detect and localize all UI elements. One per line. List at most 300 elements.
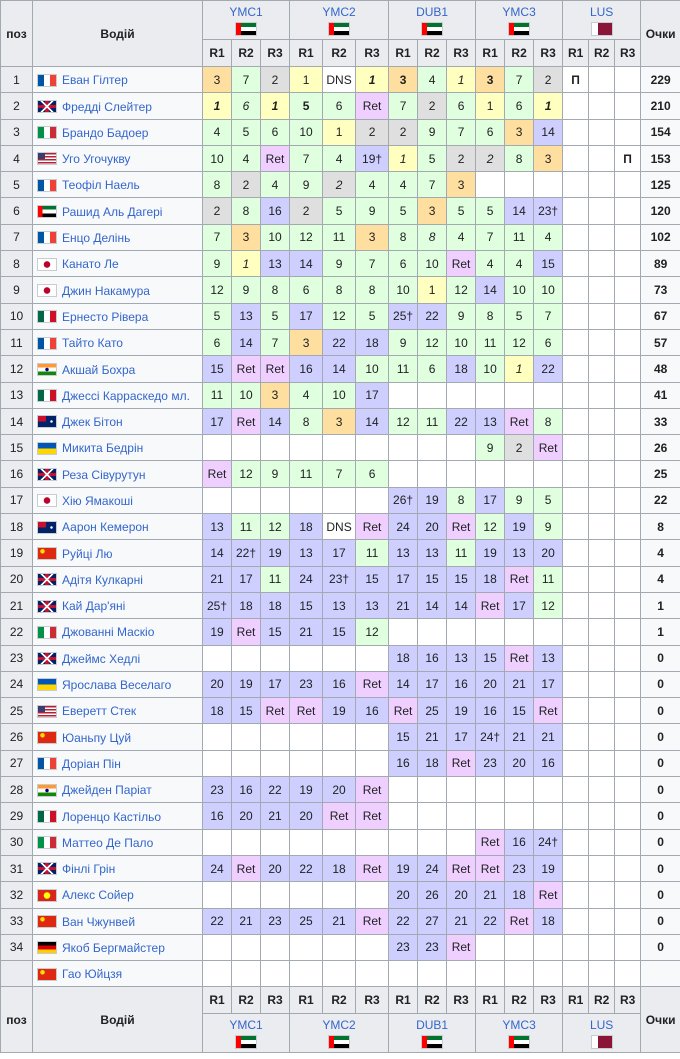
result-cell: [389, 777, 418, 803]
round-link[interactable]: DUB1: [416, 4, 449, 19]
nationality-flag-icon: [37, 415, 57, 428]
table-row: [1, 224, 680, 250]
result-cell: [563, 566, 589, 592]
result-cell: 15: [356, 566, 389, 592]
result-cell: [447, 777, 476, 803]
result-cell: 23: [203, 777, 232, 803]
round-link[interactable]: YMC1: [229, 4, 263, 19]
result-cell: 12: [505, 329, 534, 355]
result-cell: 9: [476, 435, 505, 461]
result-cell: 24: [290, 566, 323, 592]
result-cell: 27: [418, 908, 447, 934]
race-header: R2: [232, 987, 261, 1014]
points-cell: 1: [641, 619, 680, 645]
driver-cell: [33, 698, 203, 724]
result-cell: [261, 435, 290, 461]
result-cell: Ret: [389, 698, 418, 724]
round-link[interactable]: YMC2: [322, 1017, 356, 1032]
nationality-flag-icon: [37, 310, 57, 323]
round-footer[interactable]: [203, 1014, 290, 1053]
result-cell: 8: [323, 277, 356, 303]
result-cell: 25†: [203, 592, 232, 618]
result-cell: 1: [356, 67, 389, 93]
result-cell: [476, 961, 505, 987]
driver-name-link[interactable]: Гао Юйцзя: [62, 967, 123, 982]
position-cell: 25: [1, 698, 33, 724]
result-cell: [563, 329, 589, 355]
driver-name-link[interactable]: Маттео Де Пало: [62, 835, 154, 850]
result-cell: 5: [232, 119, 261, 145]
result-cell: 5: [389, 198, 418, 224]
round-header[interactable]: [203, 1, 290, 40]
result-cell: 8: [534, 408, 563, 434]
result-cell: [323, 487, 356, 513]
result-cell: 11: [389, 356, 418, 382]
result-cell: 18: [389, 645, 418, 671]
result-cell: [615, 961, 641, 987]
driver-name-link[interactable]: Джованні Маскіо: [62, 625, 155, 640]
result-cell: 3: [476, 67, 505, 93]
result-cell: 19: [534, 855, 563, 881]
result-cell: [563, 961, 589, 987]
result-cell: 8: [389, 224, 418, 250]
result-cell: [290, 934, 323, 960]
driver-name-link[interactable]: Джейден Паріат: [62, 783, 152, 798]
result-cell: [589, 829, 615, 855]
result-cell: 16: [203, 803, 232, 829]
points-cell: 0: [641, 777, 680, 803]
table-row: [1, 461, 680, 487]
result-cell: [323, 882, 356, 908]
result-cell: 10: [290, 119, 323, 145]
result-cell: 11: [290, 461, 323, 487]
driver-cell: [33, 382, 203, 408]
result-cell: [232, 724, 261, 750]
result-cell: Ret: [534, 698, 563, 724]
table-row: [1, 172, 680, 198]
result-cell: 17: [323, 540, 356, 566]
nationality-flag-icon: [37, 442, 57, 455]
result-cell: [418, 777, 447, 803]
result-cell: [589, 172, 615, 198]
nationality-flag-icon: [37, 100, 57, 113]
result-cell: [615, 172, 641, 198]
result-cell: [476, 803, 505, 829]
points-cell: 0: [641, 645, 680, 671]
round-header[interactable]: [389, 1, 476, 40]
driver-name-link[interactable]: Джеймс Хедлі: [62, 651, 141, 666]
result-cell: [563, 777, 589, 803]
result-cell: 2: [447, 145, 476, 171]
result-cell: [615, 382, 641, 408]
result-cell: [563, 698, 589, 724]
driver-cell: [33, 671, 203, 697]
result-cell: [563, 908, 589, 934]
result-cell: 2: [232, 172, 261, 198]
driver-cell: [33, 882, 203, 908]
result-cell: 8: [356, 277, 389, 303]
driver-name-link[interactable]: Аарон Кемерон: [62, 520, 149, 535]
result-cell: 6: [203, 329, 232, 355]
result-cell: [261, 829, 290, 855]
driver-name-link[interactable]: Кай Дар'яні: [62, 599, 126, 613]
result-cell: 13: [447, 645, 476, 671]
nationality-flag-icon: [37, 547, 57, 560]
driver-name-link[interactable]: Ярослава Веселаго: [62, 677, 172, 692]
result-cell: 14: [232, 329, 261, 355]
uae-flag-icon: [235, 1035, 257, 1049]
nationality-flag-icon: [37, 941, 57, 954]
result-cell: [323, 750, 356, 776]
position-cell: 19: [1, 540, 33, 566]
round-link[interactable]: DUB1: [416, 1017, 449, 1032]
driver-name-link[interactable]: Микита Бедрін: [62, 441, 144, 456]
result-cell: 16: [476, 698, 505, 724]
result-cell: [323, 724, 356, 750]
result-cell: [505, 961, 534, 987]
driver-cell: [33, 356, 203, 382]
result-cell: 22: [323, 329, 356, 355]
result-cell: [534, 172, 563, 198]
result-cell: [615, 67, 641, 93]
result-cell: [534, 777, 563, 803]
result-cell: [563, 882, 589, 908]
round-link[interactable]: YMC1: [229, 1017, 263, 1032]
points-cell: 48: [641, 356, 680, 382]
table-row: [1, 382, 680, 408]
result-cell: [232, 645, 261, 671]
race-header: R2: [505, 40, 534, 67]
nationality-flag-icon: [37, 836, 57, 849]
result-cell: 11: [323, 224, 356, 250]
driver-name-link[interactable]: Уго Угочукву: [62, 151, 131, 166]
table-row: [1, 855, 680, 881]
result-cell: 4: [232, 145, 261, 171]
result-cell: [232, 961, 261, 987]
result-cell: 18: [447, 356, 476, 382]
points-cell: 154: [641, 119, 680, 145]
result-cell: 2: [476, 145, 505, 171]
driver-name-link[interactable]: Лоренцо Кастільо: [62, 809, 162, 824]
result-cell: [563, 671, 589, 697]
result-cell: 19: [203, 619, 232, 645]
result-cell: [563, 934, 589, 960]
result-cell: DNS: [323, 514, 356, 540]
result-cell: [418, 803, 447, 829]
result-cell: 21: [418, 724, 447, 750]
result-cell: 8: [418, 224, 447, 250]
result-cell: 25: [290, 908, 323, 934]
result-cell: 13: [356, 592, 389, 618]
driver-name-link[interactable]: Якоб Бергмайстер: [62, 940, 165, 955]
driver-name-link[interactable]: Юаньпу Цуй: [62, 730, 132, 745]
race-header: R3: [534, 987, 563, 1014]
points-cell: 1: [641, 592, 680, 618]
result-cell: 17: [505, 592, 534, 618]
result-cell: 1: [203, 93, 232, 119]
result-cell: [615, 592, 641, 618]
driver-name-link[interactable]: Фредді Слейтер: [62, 99, 152, 114]
driver-name-link[interactable]: Ван Чжунвей: [62, 914, 136, 929]
result-cell: 10: [447, 329, 476, 355]
points-cell: 73: [641, 277, 680, 303]
result-cell: 1: [534, 93, 563, 119]
result-cell: [563, 540, 589, 566]
result-cell: Ret: [534, 882, 563, 908]
result-cell: Ret: [356, 908, 389, 934]
driver-cell: [33, 619, 203, 645]
result-cell: 21: [447, 908, 476, 934]
result-cell: Ret: [203, 461, 232, 487]
result-cell: 9: [534, 514, 563, 540]
round-link[interactable]: YMC3: [502, 1017, 536, 1032]
round-footer[interactable]: [563, 1014, 641, 1053]
round-header[interactable]: [563, 1, 641, 40]
table-row: [1, 908, 680, 934]
round-header[interactable]: [476, 1, 563, 40]
result-cell: [589, 803, 615, 829]
result-cell: 21: [505, 724, 534, 750]
result-cell: 12: [418, 329, 447, 355]
result-cell: 15: [290, 592, 323, 618]
race-header: R1: [389, 987, 418, 1014]
result-cell: 12: [476, 514, 505, 540]
driver-name-link[interactable]: Адітя Кулкарні: [62, 572, 143, 587]
result-cell: [290, 487, 323, 513]
result-cell: 17: [389, 566, 418, 592]
driver-name-link[interactable]: Фінлі Грін: [62, 861, 116, 876]
driver-name-link[interactable]: Джек Бітон: [62, 414, 123, 429]
result-cell: [323, 934, 356, 960]
driver-name-link[interactable]: Алекс Сойер: [62, 888, 134, 903]
result-cell: 3: [323, 408, 356, 434]
result-cell: [589, 514, 615, 540]
result-cell: [563, 251, 589, 277]
result-cell: 3: [534, 145, 563, 171]
result-cell: 5: [203, 303, 232, 329]
result-cell: 7: [447, 119, 476, 145]
table-row: [1, 829, 680, 855]
driver-cell: [33, 592, 203, 618]
result-cell: [534, 461, 563, 487]
result-cell: [290, 750, 323, 776]
result-cell: [615, 908, 641, 934]
result-cell: 3: [447, 172, 476, 198]
driver-name-link[interactable]: Теофіл Наель: [62, 178, 140, 193]
result-cell: 2: [203, 198, 232, 224]
result-cell: 3: [356, 224, 389, 250]
round-footer[interactable]: [290, 1014, 389, 1053]
table-row: [1, 750, 680, 776]
result-cell: [203, 487, 232, 513]
result-cell: [589, 908, 615, 934]
result-cell: 21: [261, 803, 290, 829]
result-cell: [356, 882, 389, 908]
table-row: [1, 671, 680, 697]
result-cell: 16: [447, 671, 476, 697]
table-row: [1, 514, 680, 540]
result-cell: 1: [261, 93, 290, 119]
driver-cell: [33, 645, 203, 671]
nationality-flag-icon: [37, 152, 57, 165]
driver-cell: [33, 119, 203, 145]
result-cell: [589, 67, 615, 93]
result-cell: Ret: [290, 698, 323, 724]
result-cell: [563, 277, 589, 303]
table-row: [1, 592, 680, 618]
result-cell: DNS: [323, 67, 356, 93]
driver-name-link[interactable]: Канато Ле: [62, 257, 119, 272]
result-cell: 4: [476, 251, 505, 277]
table-row: [1, 119, 680, 145]
round-link[interactable]: LUS: [589, 4, 614, 19]
race-header: R2: [418, 987, 447, 1014]
result-cell: 4: [418, 67, 447, 93]
result-cell: 21: [505, 671, 534, 697]
driver-name-link[interactable]: Еван Гілтер: [62, 73, 128, 88]
nationality-flag-icon: [37, 968, 57, 981]
result-cell: Ret: [505, 908, 534, 934]
result-cell: [615, 277, 641, 303]
result-cell: 5: [476, 198, 505, 224]
result-cell: [447, 382, 476, 408]
result-cell: 1: [505, 356, 534, 382]
result-cell: 15: [323, 619, 356, 645]
round-footer[interactable]: [476, 1014, 563, 1053]
result-cell: [563, 829, 589, 855]
result-cell: [615, 671, 641, 697]
result-cell: [589, 198, 615, 224]
nationality-flag-icon: [37, 389, 57, 402]
race-header: R1: [563, 40, 589, 67]
result-cell: 9: [203, 251, 232, 277]
round-link[interactable]: LUS: [589, 1017, 614, 1032]
driver-name-link[interactable]: Брандо Бадоер: [62, 125, 149, 140]
driver-name-link[interactable]: Тайто Като: [62, 336, 123, 351]
result-cell: Ret: [356, 671, 389, 697]
result-cell: [505, 777, 534, 803]
result-cell: 23: [505, 855, 534, 881]
driver-name-link[interactable]: Реза Сівурутун: [62, 467, 146, 482]
result-cell: 22: [534, 356, 563, 382]
driver-name-link[interactable]: Хію Ямакоші: [62, 493, 133, 508]
result-cell: 15: [203, 356, 232, 382]
position-cell: 23: [1, 645, 33, 671]
race-header: R1: [389, 40, 418, 67]
footer-driver: Водій: [33, 987, 203, 1053]
result-cell: [261, 934, 290, 960]
result-cell: [563, 461, 589, 487]
driver-cell: [33, 67, 203, 93]
driver-cell: [33, 435, 203, 461]
result-cell: 7: [476, 224, 505, 250]
table-row: [1, 934, 680, 960]
result-cell: [615, 251, 641, 277]
result-cell: 23: [389, 934, 418, 960]
table-row: [1, 882, 680, 908]
result-cell: [563, 514, 589, 540]
result-cell: [447, 961, 476, 987]
result-cell: [589, 750, 615, 776]
result-cell: 5: [290, 93, 323, 119]
result-cell: 14: [389, 671, 418, 697]
result-cell: 6: [232, 93, 261, 119]
round-link[interactable]: YMC2: [322, 4, 356, 19]
driver-name-link[interactable]: Доріан Пін: [62, 756, 121, 771]
result-cell: 9: [290, 172, 323, 198]
result-cell: 9: [232, 277, 261, 303]
result-cell: [563, 93, 589, 119]
points-cell: 153: [641, 145, 680, 171]
result-cell: Ret: [261, 698, 290, 724]
result-cell: 10: [261, 224, 290, 250]
result-cell: [203, 829, 232, 855]
position-cell: 1: [1, 67, 33, 93]
result-cell: [290, 829, 323, 855]
points-cell: 0: [641, 698, 680, 724]
result-cell: Ret: [476, 855, 505, 881]
result-cell: 16: [534, 750, 563, 776]
points-cell: 89: [641, 251, 680, 277]
result-cell: [589, 724, 615, 750]
nationality-flag-icon: [37, 573, 57, 586]
driver-name-link[interactable]: Джессі Карраскедо мл.: [62, 388, 190, 403]
result-cell: [447, 461, 476, 487]
result-cell: Ret: [232, 855, 261, 881]
result-cell: [203, 750, 232, 776]
result-cell: Ret: [476, 829, 505, 855]
nationality-flag-icon: [37, 126, 57, 139]
round-footer[interactable]: [389, 1014, 476, 1053]
result-cell: 20: [232, 803, 261, 829]
driver-name-link[interactable]: Рашид Аль Дагері: [62, 204, 163, 219]
race-header: R3: [261, 40, 290, 67]
driver-name-link[interactable]: Руйці Лю: [62, 546, 113, 561]
result-cell: 19: [476, 540, 505, 566]
driver-name-link[interactable]: Ернесто Рівера: [62, 309, 149, 324]
points-cell: 25: [641, 461, 680, 487]
driver-cell: [33, 566, 203, 592]
driver-name-link[interactable]: Енцо Делінь: [62, 230, 131, 245]
driver-name-link[interactable]: Акшай Бохра: [62, 362, 136, 377]
points-cell: 0: [641, 934, 680, 960]
result-cell: 16: [261, 198, 290, 224]
points-cell: 0: [641, 829, 680, 855]
points-cell: 57: [641, 329, 680, 355]
result-cell: [563, 855, 589, 881]
nationality-flag-icon: [37, 705, 57, 718]
round-header[interactable]: [290, 1, 389, 40]
race-header: R1: [476, 40, 505, 67]
result-cell: 18: [534, 908, 563, 934]
driver-name-link[interactable]: Джин Накамура: [62, 283, 150, 298]
result-cell: 6: [476, 119, 505, 145]
result-cell: 6: [447, 93, 476, 119]
driver-name-link[interactable]: Еверетт Стек: [62, 704, 137, 719]
result-cell: 15: [505, 698, 534, 724]
position-cell: 11: [1, 329, 33, 355]
result-cell: [589, 435, 615, 461]
result-cell: 9: [356, 198, 389, 224]
result-cell: 18: [323, 855, 356, 881]
round-link[interactable]: YMC3: [502, 4, 536, 19]
result-cell: 12: [261, 514, 290, 540]
result-cell: 15: [389, 724, 418, 750]
result-cell: 12: [447, 277, 476, 303]
result-cell: 3: [261, 382, 290, 408]
result-cell: 24: [203, 855, 232, 881]
result-cell: 6: [418, 356, 447, 382]
